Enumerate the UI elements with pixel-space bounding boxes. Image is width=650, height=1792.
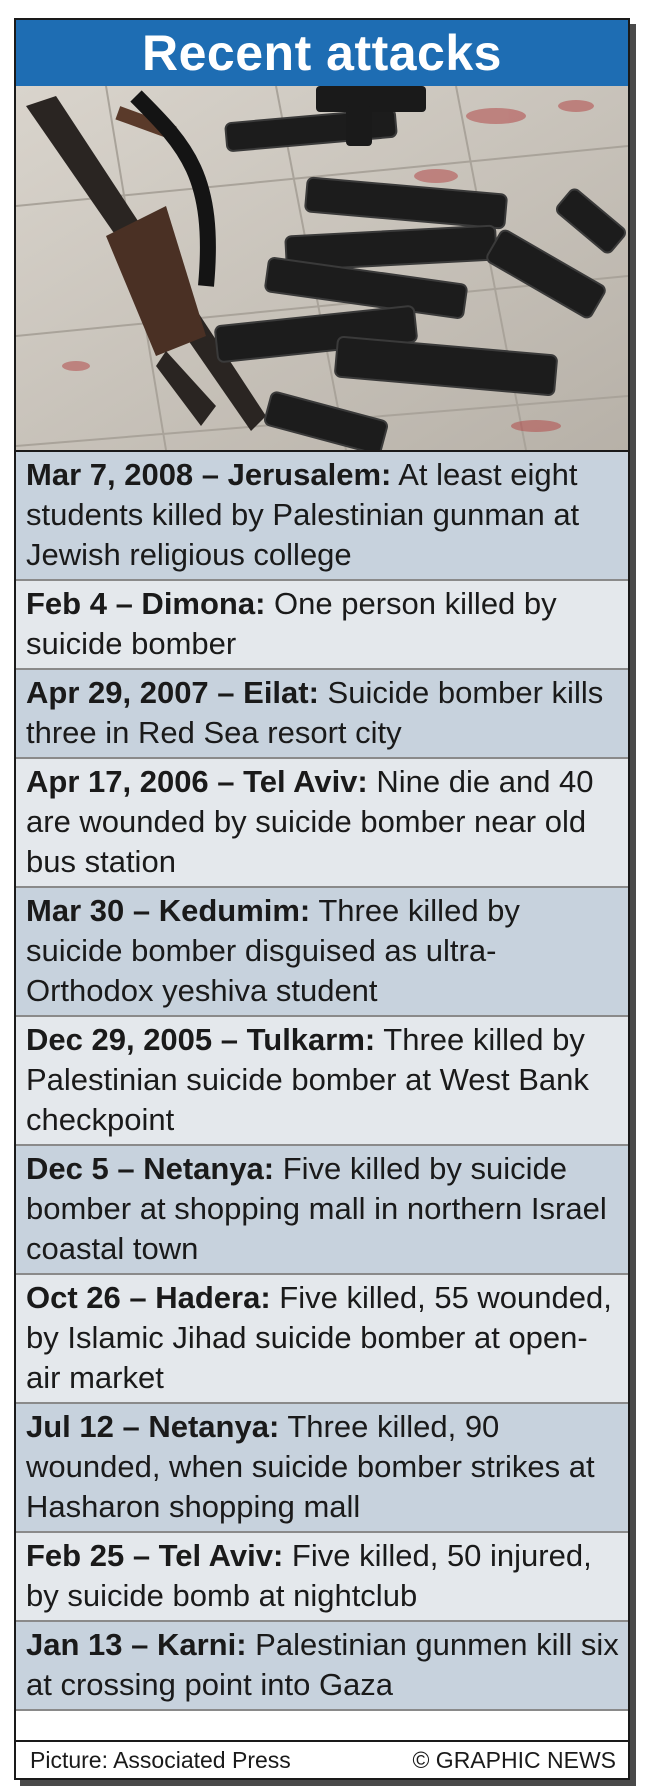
attack-heading: Jul 12 – Netanya: <box>26 1409 280 1444</box>
attack-description: One person killed by suicide bomber <box>26 586 557 661</box>
attack-description: Suicide bomber kills three in Red Sea resort city <box>26 675 604 750</box>
list-item <box>16 581 628 670</box>
list-item <box>16 1404 628 1533</box>
list-item <box>16 670 628 759</box>
list-item <box>16 1017 628 1146</box>
infographic-frame <box>14 18 630 1780</box>
list-item <box>16 888 628 1017</box>
weapons-photo <box>16 86 628 452</box>
attack-heading: Apr 17, 2006 – Tel Aviv: <box>26 764 368 799</box>
list-item <box>16 1146 628 1275</box>
attack-heading: Jan 13 – Karni: <box>26 1627 247 1662</box>
attack-heading: Apr 29, 2007 – Eilat: <box>26 675 319 710</box>
attack-description: Five killed, 50 injured, by suicide bomb at nightclub <box>26 1538 592 1613</box>
list-item <box>16 1275 628 1404</box>
attacks-list <box>16 452 628 1711</box>
attack-heading: Dec 29, 2005 – Tulkarm: <box>26 1022 376 1057</box>
attack-heading: Dec 5 – Netanya: <box>26 1151 275 1186</box>
list-item <box>16 1622 628 1711</box>
attack-description: Three killed by suicide bomber disguised as ultra-Orthodox yeshiva student <box>26 893 520 1008</box>
attack-description: Three killed, 90 wounded, when suicide bomber strikes at Hasharon shopping mall <box>26 1409 595 1524</box>
attack-description: Five killed, 55 wounded, by Islamic Jihad suicide bomber at open-air market <box>26 1280 612 1395</box>
footer <box>16 1740 628 1778</box>
attack-description: Palestinian gunmen kill six at crossing point into Gaza <box>26 1627 619 1702</box>
copyright-notice: © GRAPHIC NEWS <box>412 1747 616 1773</box>
attack-heading: Mar 30 – Kedumim: <box>26 893 311 928</box>
photo-credit: Picture: Associated Press <box>30 1747 291 1773</box>
list-item <box>16 759 628 888</box>
attack-description: At least eight students killed by Palestinian gunman at Jewish religious college <box>26 457 580 572</box>
attack-description: Five killed by suicide bomber at shopping mall in northern Israel coastal town <box>26 1151 607 1266</box>
attack-heading: Feb 25 – Tel Aviv: <box>26 1538 284 1573</box>
page-title: Recent attacks <box>16 20 628 86</box>
attack-heading: Mar 7, 2008 – Jerusalem: <box>26 457 392 492</box>
list-item <box>16 1533 628 1622</box>
weapons-illustration <box>16 86 628 450</box>
attack-heading: Oct 26 – Hadera: <box>26 1280 271 1315</box>
attack-heading: Feb 4 – Dimona: <box>26 586 266 621</box>
attack-description: Nine die and 40 are wounded by suicide bomber near old bus station <box>26 764 594 879</box>
attack-description: Three killed by Palestinian suicide bomber at West Bank checkpoint <box>26 1022 589 1137</box>
list-item <box>16 452 628 581</box>
